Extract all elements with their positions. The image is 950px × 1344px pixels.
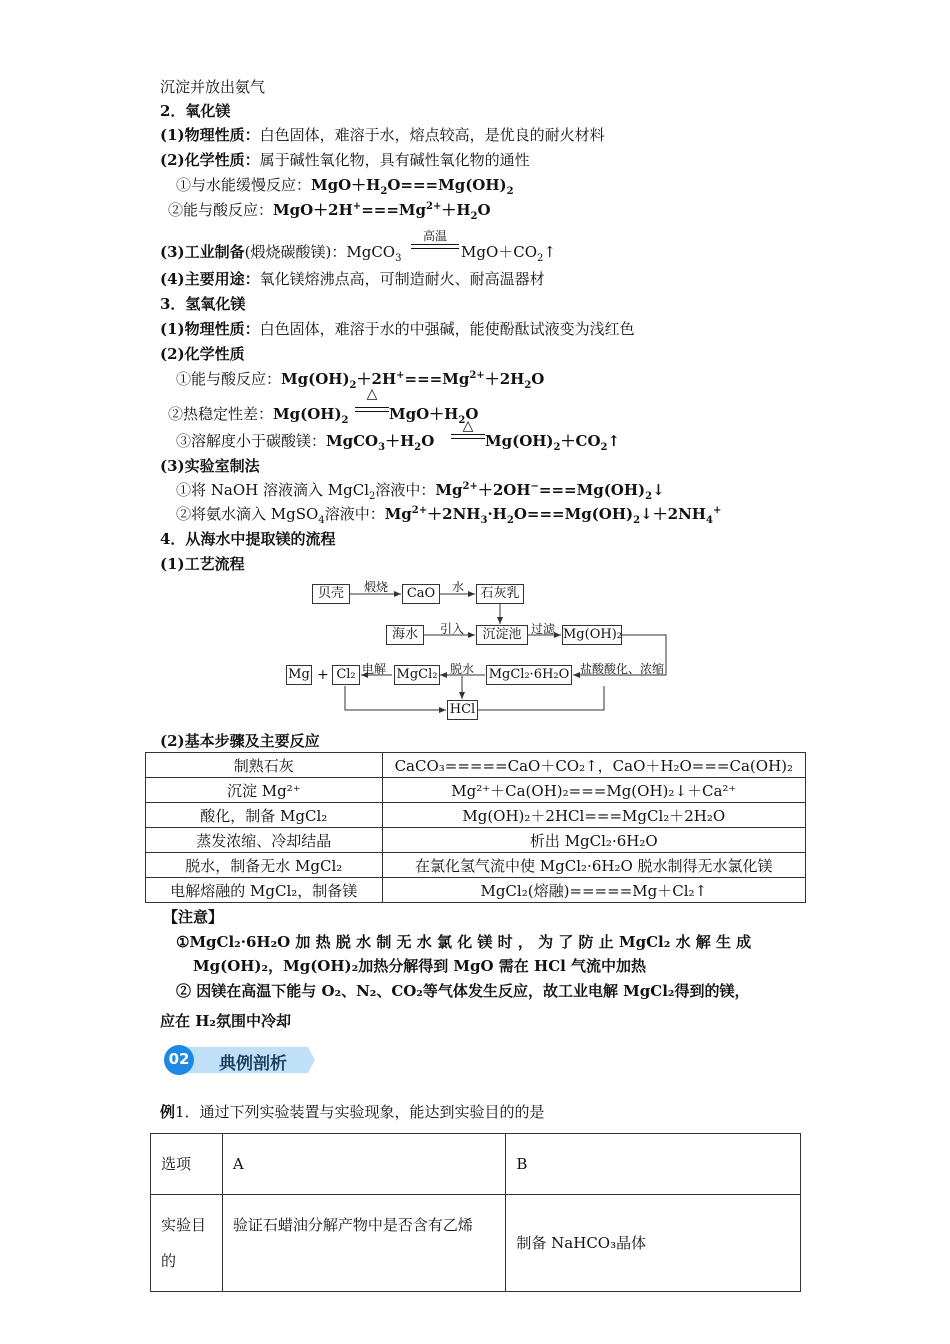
text: 白色固体，难溶于水的中强碱，能使酚酞试液变为浅红色 <box>259 320 635 338</box>
step-reaction: Mg(OH)₂＋2HCl===MgCl₂＋2H₂O <box>382 803 805 828</box>
flow-node-pool: 沉淀池 <box>476 625 528 645</box>
text: ①将 NaOH 溶液滴入 MgCl <box>176 481 369 499</box>
steps-label: (2)基本步骤及主要反应 <box>160 732 320 750</box>
equation: $Mg(OH)_2$ <box>273 405 349 426</box>
label: (1)物理性质： <box>160 320 260 338</box>
text: 氧化镁熔沸点高，可制造耐火、耐高温器材 <box>259 270 545 288</box>
mgoh2-heat-product: $MgO+H_2O$ <box>389 405 479 426</box>
label: (4)主要用途： <box>160 270 260 288</box>
text: ①与水能缓慢反应： <box>176 176 312 194</box>
flow-node-cl2: Cl₂ <box>332 665 360 685</box>
heading-mgo: 2．氧化镁 <box>160 102 231 120</box>
step-name: 脱水，制备无水 MgCl₂ <box>146 853 383 878</box>
flow-edge-water: 水 <box>452 580 465 594</box>
condition-high-temp: 高温 <box>422 229 447 243</box>
step-reaction: Mg²⁺＋Ca(OH)₂===Mg(OH)₂↓＋Ca²⁺ <box>382 778 805 803</box>
text: 属于碱性氧化物，具有碱性氧化物的通性 <box>259 151 530 169</box>
note-2b: 应在 H₂氛围中冷却 <box>160 1012 291 1030</box>
header-b: B <box>506 1134 801 1195</box>
step-reaction: 析出 MgCl₂·6H₂O <box>382 828 805 853</box>
step-name: 制熟石灰 <box>146 753 383 778</box>
heat-triangle: △ <box>462 418 474 434</box>
step-name: 电解熔融的 MgCl₂，制备镁 <box>146 878 383 903</box>
flow-node-hcl: HCl <box>447 700 478 720</box>
label: (3)工业制备 <box>160 243 245 261</box>
heat-triangle: △ <box>366 386 378 402</box>
label: (1)物理性质： <box>160 126 260 144</box>
lab-method-ammonia: ②将氨水滴入 MgSO$_4$溶液中：$Mg^{2+}+2NH_3\cdot H_2O===Mg(OH)_2↓+2NH_4^+$ <box>176 505 722 526</box>
label: (2)化学性质： <box>160 151 260 169</box>
intro-line: 沉淀并放出氨气 <box>160 78 266 96</box>
table-row <box>146 853 806 878</box>
step-name: 沉淀 Mg²⁺ <box>146 778 383 803</box>
purpose-b: 制备 NaHCO₃晶体 <box>506 1195 801 1292</box>
flow-node-sea: 海水 <box>386 625 424 645</box>
steps-table <box>145 752 806 903</box>
flow-edge-acidify: 盐酸酸化、浓缩 <box>580 662 665 676</box>
note-1a: ①MgCl₂·6H₂O 加 热 脱 水 制 无 水 氯 化 镁 时 ， 为 了 防 止 MgCl₂ 水 解 生 成 <box>176 933 752 951</box>
mgoh2-lab-label: (3)实验室制法 <box>160 457 260 475</box>
equation: $MgCO_3+H_2O$ <box>326 432 435 453</box>
text: ③溶解度小于碳酸镁： <box>176 432 327 450</box>
flow-edge-filter: 过滤 <box>531 622 556 636</box>
step-name: 蒸发浓缩、冷却结晶 <box>146 828 383 853</box>
flow-label: (1)工艺流程 <box>160 555 245 573</box>
example-question <box>160 1101 545 1122</box>
step-reaction: 在氯化氢气流中使 MgCl₂·6H₂O 脱水制得无水氯化镁 <box>382 853 805 878</box>
table-row <box>146 803 806 828</box>
flow-node-shell: 贝壳 <box>312 584 350 604</box>
mgoh2-solubility-product: $Mg(OH)_2+CO_2↑$ <box>485 432 621 453</box>
table-row <box>146 878 806 903</box>
header-a: A <box>222 1134 505 1195</box>
paren: (煅烧碳酸镁)： <box>244 243 347 261</box>
step-name: 酸化，制备 MgCl₂ <box>146 803 383 828</box>
heading-extraction: 4．从海水中提取镁的流程 <box>160 530 336 548</box>
mgo-industrial-product: $MgO+CO_2↑$ <box>461 243 556 264</box>
table-row <box>146 828 806 853</box>
text: ①能与酸反应： <box>176 370 282 388</box>
header-option: 选项 <box>151 1134 223 1195</box>
text: 溶液中： <box>324 505 385 523</box>
equation: MgCO$_3$ <box>346 243 402 264</box>
flow-edge-dehydrate: 脱水 <box>450 662 475 676</box>
equation: $Mg^{2+}+2NH_3\cdot H_2O===Mg(OH)_2↓+2NH_4^+$ <box>384 505 722 526</box>
flow-edge-introduce: 引入 <box>440 622 465 636</box>
heading-mgoh2: 3．氢氧化镁 <box>160 295 246 313</box>
flow-node-mgoh2: Mg(OH)₂ <box>562 625 622 645</box>
example-text: 1．通过下列实验装置与实验现象，能达到实验目的的是 <box>175 1103 545 1121</box>
table-row <box>146 753 806 778</box>
text: 溶液中： <box>375 481 436 499</box>
equation: $Mg(OH)_2+2H^+===Mg^{2+}+2H_2O$ <box>281 370 545 391</box>
lab-method-naoh: ①将 NaOH 溶液滴入 MgCl$_2$溶液中：$Mg^{2+}+2OH^-===Mg(OH)_2↓$ <box>176 481 665 502</box>
flow-node-mg: Mg <box>286 665 312 685</box>
row-purpose-label: 实验目的 <box>151 1195 223 1292</box>
flow-node-hydrate: MgCl₂·6H₂O <box>486 665 572 685</box>
equation: $Mg^{2+}+2OH^-===Mg(OH)_2↓$ <box>435 481 665 502</box>
equation: $MgO+H_2O===Mg(OH)_2$ <box>311 176 514 197</box>
flow-node-cao: CaO <box>402 584 440 604</box>
mgoh2-chemical-label: (2)化学性质 <box>160 345 245 363</box>
note-2a: ② 因镁在高温下能与 O₂、N₂、CO₂等气体发生反应，故工业电解 MgCl₂得到的镁， <box>176 982 750 1000</box>
flow-node-mgcl2: MgCl₂ <box>394 665 440 685</box>
table-row <box>146 778 806 803</box>
purpose-a: 验证石蜡油分解产物中是否含有乙烯 <box>222 1195 505 1292</box>
text: 白色固体，难溶于水，熔点较高，是优良的耐火材料 <box>259 126 605 144</box>
text: ②能与酸反应： <box>168 201 274 219</box>
equation: $MgO+2H^+===Mg^{2+}+H_2O$ <box>273 201 491 222</box>
section-number: 02 <box>168 1050 190 1068</box>
note-1b: Mg(OH)₂，Mg(OH)₂加热分解得到 MgO 需在 HCl 气流中加热 <box>193 957 647 975</box>
flow-node-lime: 石灰乳 <box>476 584 524 604</box>
step-reaction: CaCO₃=====CaO＋CO₂↑，CaO＋H₂O===Ca(OH)₂ <box>382 753 805 778</box>
text: ②热稳定性差： <box>168 405 274 423</box>
flow-edge-calcine: 煅烧 <box>364 580 389 594</box>
flow-plus: + <box>317 667 329 683</box>
section-title: 典例剖析 <box>219 1054 287 1074</box>
step-reaction: MgCl₂(熔融)=====Mg＋Cl₂↑ <box>382 878 805 903</box>
text: ②将氨水滴入 MgSO <box>176 505 319 523</box>
example-table <box>150 1133 801 1292</box>
example-label: 例 <box>160 1103 176 1121</box>
flow-edge-electrolysis: 电解 <box>362 662 387 676</box>
note-title: 【注意】 <box>163 908 224 926</box>
